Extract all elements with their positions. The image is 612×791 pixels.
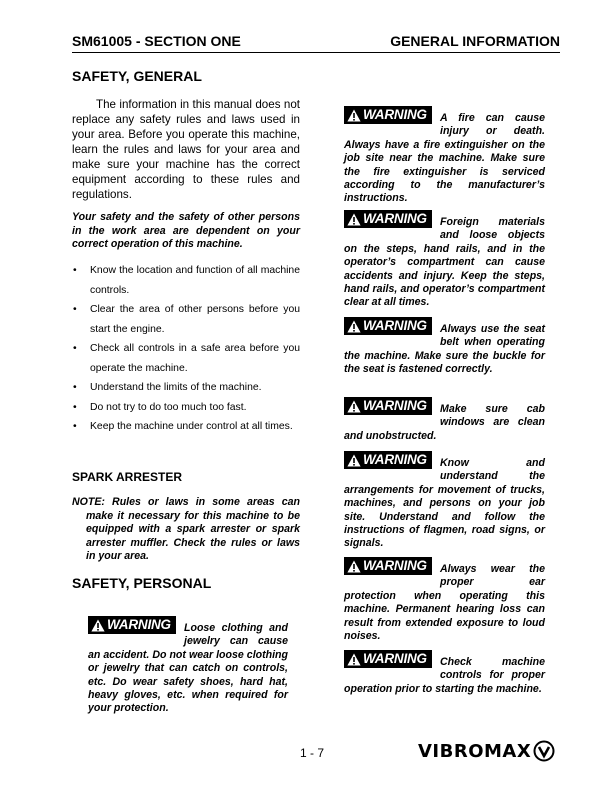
warning-text: Always wear the proper ear protection when operating this machine. Permanent hearing loss can result from extended exposure to loud noises. [344, 563, 545, 643]
header-left: SM61005 - SECTION ONE [72, 33, 241, 49]
bullet-item: • Understand the limits of the machine. [72, 378, 300, 398]
intro-paragraph: The information in this manual does not replace any safety rules and laws used in your area. Before you operate this machine, learn the rules and laws for your area and make sure your machine has the correct equipment according to these rules and regulations. [72, 98, 300, 201]
warning-text: Always use the seat belt when operating the machine. Make sure the buckle for the seat is fastened correctly. [344, 323, 545, 376]
warning-text: Check machine controls for proper operation prior to starting the machine. [344, 656, 545, 695]
warning-badge [344, 317, 432, 335]
warning-badge-label: WARNING [363, 452, 427, 468]
header-rule [72, 52, 560, 53]
warning-job-site [344, 452, 545, 551]
warning-badge [344, 106, 432, 124]
bullet-item: • Know the location and function of all machine controls. [72, 261, 300, 300]
warning-foreign-materials [344, 211, 545, 310]
warning-badge-label: WARNING [363, 558, 427, 574]
warning-badge-label: WARNING [363, 211, 427, 227]
warning-triangle-icon [347, 320, 361, 333]
warning-cab-windows [344, 398, 545, 443]
warning-badge-label: WARNING [363, 651, 427, 667]
warning-badge-label: WARNING [363, 107, 427, 123]
warning-badge [344, 397, 432, 415]
warning-fire [344, 107, 545, 206]
spark-arrester-note: NOTE: Rules or laws in some areas can make it necessary for this machine to be equipped with a spark arrester or spark arrester muffler. Check the rules or laws in your area. [72, 496, 300, 563]
warning-badge [344, 451, 432, 469]
warning-triangle-icon [91, 619, 105, 632]
warning-text: Loose clothing and jewelry can cause an accident. Do not wear loose clothing or jewelry that can catch on controls, etc. Do wear safety shoes, hard hat, heavy gloves, etc. when required for your protection. [88, 622, 288, 715]
bullet-item: • Do not try to do too much too fast. [72, 398, 300, 418]
warning-triangle-icon [347, 213, 361, 226]
warning-badge [88, 616, 176, 634]
warning-text: A fire can cause injury or death. Always have a fire extinguisher on the job site near the machine. Make sure the fire extinguisher is serviced according to the manufacturer’s instructions. [344, 112, 545, 205]
warning-triangle-icon [347, 400, 361, 413]
bullet-item: • Clear the area of other persons before you start the engine. [72, 300, 300, 339]
warning-text: Make sure cab windows are clean and unobstructed. [344, 403, 545, 442]
warning-ear-protection [344, 558, 545, 643]
warning-seat-belt [344, 318, 545, 377]
warning-text: Foreign materials and loose objects on the steps, hand rails, and in the operator’s compartment can cause accidents and injury. Keep the steps, hand rails, and operator’s compartment clear at all times. [344, 216, 545, 309]
warning-badge [344, 557, 432, 575]
brand-logo [418, 740, 555, 762]
warning-triangle-icon [347, 109, 361, 122]
warning-text: Know and understand the arrangements for movement of trucks, machines, and persons on your job site. Understand and follow the instructions of flagmen, road signs, or signals. [344, 457, 545, 550]
header-right: GENERAL INFORMATION [390, 33, 560, 49]
warning-machine-controls [344, 651, 545, 696]
warning-badge-label: WARNING [363, 318, 427, 334]
warning-badge-label: WARNING [107, 617, 171, 633]
brand-name: VIBROMAX [418, 740, 532, 762]
brand-emblem-icon [533, 740, 555, 762]
safety-emphasis: Your safety and the safety of other persons in the work area are dependent on your correct operation of this machine. [72, 211, 300, 251]
warning-triangle-icon [347, 653, 361, 666]
page-number: 1 - 7 [300, 746, 325, 760]
safety-general-title: SAFETY, GENERAL [72, 68, 202, 84]
warning-badge [344, 210, 432, 228]
warning-badge-label: WARNING [363, 398, 427, 414]
warning-personal [88, 617, 288, 716]
spark-arrester-title: SPARK ARRESTER [72, 470, 183, 484]
safety-personal-title: SAFETY, PERSONAL [72, 575, 212, 591]
warning-badge [344, 650, 432, 668]
bullet-item: • Keep the machine under control at all times. [72, 417, 300, 437]
warning-triangle-icon [347, 560, 361, 573]
safety-bullet-list [72, 261, 300, 437]
warning-triangle-icon [347, 454, 361, 467]
bullet-item: • Check all controls in a safe area before you operate the machine. [72, 339, 300, 378]
